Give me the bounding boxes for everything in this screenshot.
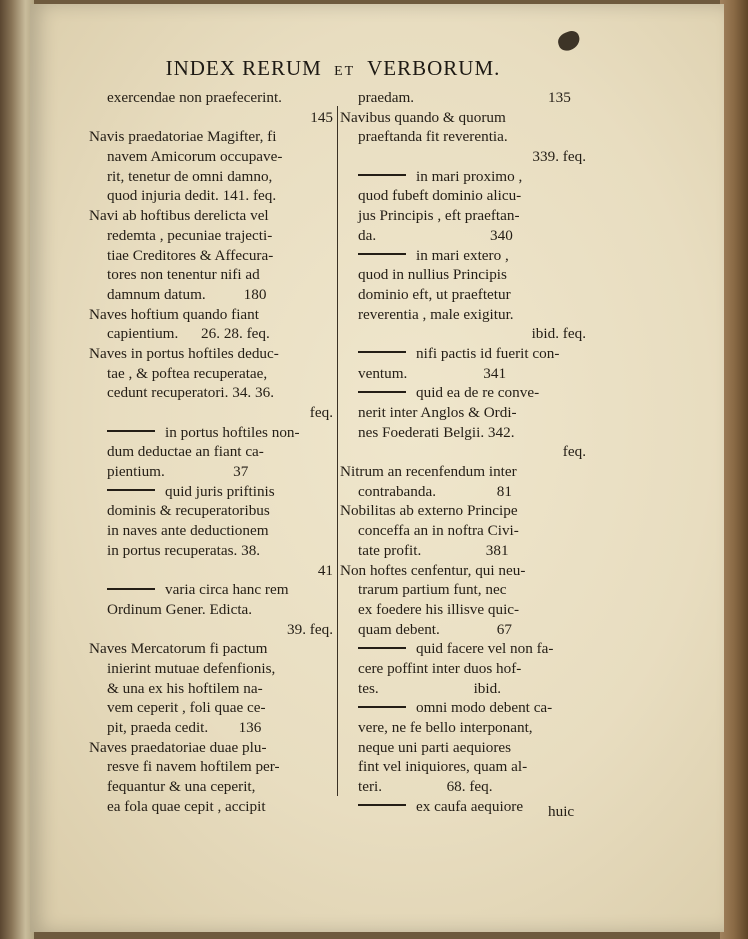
right-column-line — [340, 462, 588, 482]
left-column-line — [89, 462, 335, 482]
running-head-left: INDEX RERUM — [165, 56, 322, 80]
right-column-line-text: nifi pactis id fuerit con- — [416, 344, 560, 362]
right-column-line-text: tes. ibid. — [358, 679, 502, 697]
left-column-line-text: 145 — [310, 108, 333, 126]
right-column-line — [340, 324, 588, 344]
left-column-line-text: pit, praeda cedit. 136 — [107, 719, 262, 736]
right-column-line — [340, 580, 588, 600]
left-column-line-text: resve fi navem hoftilem per- — [107, 758, 280, 776]
left-column-line — [89, 757, 335, 777]
right-column-line — [340, 501, 588, 521]
right-column-line — [340, 698, 588, 718]
left-column-line-text: feq. — [309, 404, 333, 421]
right-column-line-text: nes Foederati Belgii. 342. — [358, 423, 515, 441]
left-column-line-text: damnum datum. 180 — [107, 285, 267, 303]
right-column-line-text: trarum partium funt, nec — [358, 581, 507, 599]
right-column-line-text: vere, ne fe bello interponant, — [358, 719, 533, 736]
left-column-line — [89, 246, 335, 266]
left-column-line-text: tiae Creditores & Affecura- — [107, 246, 274, 264]
left-column-line — [89, 501, 335, 521]
right-column-line — [340, 167, 588, 187]
left-column-line-text: quod injuria dedit. 141. feq. — [107, 187, 277, 205]
right-column-line-text: jus Principis , eft praeftan- — [358, 207, 520, 225]
right-column-line-text: da. 340 — [358, 226, 513, 244]
left-column-line — [89, 718, 335, 738]
left-column-line-text: vem ceperit , foli quae ce- — [107, 699, 266, 717]
right-column-line-text: quod in nullius Principis — [358, 266, 507, 284]
ditto-dash — [358, 351, 406, 353]
right-column-line — [340, 305, 588, 325]
right-column — [340, 88, 588, 816]
left-column-line-text: Naves in portus hoftiles deduc- — [89, 344, 279, 362]
right-column-line — [340, 777, 588, 797]
right-column-line-text: Non hoftes cenfentur, qui neu- — [340, 561, 526, 579]
ditto-dash — [358, 706, 406, 708]
left-column-line — [89, 186, 335, 206]
right-column-line — [340, 147, 588, 167]
left-column-line — [89, 738, 335, 758]
left-page-edge — [0, 0, 34, 939]
book-cover-edge — [720, 0, 748, 939]
left-column-line — [89, 423, 335, 443]
right-column-line-text: Nobilitas ab externo Principe — [340, 502, 518, 520]
ditto-dash — [107, 489, 155, 491]
left-column-line-text: ea fola quae cepit , accipit — [107, 797, 266, 815]
right-column-line-text: quid ea de re conve- — [416, 384, 540, 402]
left-column-line-text: in portus hoftiles non- — [165, 423, 300, 441]
right-column-line-text: dominio eft, ut praeftetur — [358, 285, 511, 303]
left-column-line-text: rit, tenetur de omni damno, — [107, 167, 273, 185]
right-column-line-text: ex caufa aequiore — [416, 797, 524, 815]
right-column-line-text: ibid. feq. — [531, 325, 586, 343]
right-column-line — [340, 383, 588, 403]
right-column-line-text: in mari proximo , — [416, 167, 523, 185]
right-column-line — [340, 679, 588, 699]
left-column-line — [89, 521, 335, 541]
page-number: 135 — [548, 89, 571, 106]
right-column-line-text: tate profit. 381 — [358, 541, 509, 559]
left-column-line — [89, 600, 335, 620]
left-column-line — [89, 285, 335, 305]
left-column-line-text: 41 — [317, 561, 333, 579]
left-column-line-text: tores non tenentur nifi ad — [107, 266, 260, 284]
right-column-line — [340, 108, 588, 128]
right-column-line-text: nerit inter Anglos & Ordi- — [358, 404, 517, 421]
left-column-line — [89, 206, 335, 226]
left-column-line — [89, 108, 335, 128]
right-column-line — [340, 127, 588, 147]
left-column-line — [89, 442, 335, 462]
left-column-line-text: in portus recuperatas. 38. — [107, 541, 261, 559]
right-column-line — [340, 442, 588, 462]
left-column-line-text: Ordinum Gener. Edicta. — [107, 600, 253, 618]
right-column-line — [340, 600, 588, 620]
right-column-line — [340, 285, 588, 305]
left-column-line-text: inierint mutuae defenfionis, — [107, 659, 276, 677]
right-column-line — [340, 344, 588, 364]
right-column-line-text: cere poffint inter duos hof- — [358, 659, 522, 677]
left-column-line — [89, 226, 335, 246]
right-column-line — [340, 757, 588, 777]
left-column-line-text: fequantur & una ceperit, — [107, 778, 256, 796]
right-column-line-text: Nitrum an recenfendum inter — [340, 463, 517, 481]
right-column-line-text: feq. — [562, 443, 586, 461]
left-column-line-text: Naves praedatoriae duae plu- — [89, 738, 267, 756]
left-column-line — [89, 659, 335, 679]
right-column-line — [340, 718, 588, 738]
left-column-line-text: dominis & recuperatoribus — [107, 502, 270, 520]
right-column-line — [340, 561, 588, 581]
right-column-line — [340, 364, 588, 384]
right-column-line-text: 339. feq. — [532, 148, 586, 166]
ditto-dash — [107, 430, 155, 432]
left-column-line — [89, 167, 335, 187]
running-head-right: VERBORUM. — [367, 56, 501, 80]
left-column-line-text: & una ex his hoftilem na- — [107, 679, 263, 697]
right-column-line-text: quam debent. 67 — [358, 620, 512, 638]
left-column-line — [89, 324, 335, 344]
right-column-line — [340, 423, 588, 443]
left-column-line-text: varia circa hanc rem — [165, 581, 289, 599]
left-column-line-text: capientium. 26. 28. feq. — [107, 325, 270, 343]
left-column-line-text: quid juris priftinis — [165, 482, 275, 500]
left-column-line — [89, 127, 335, 147]
ditto-dash — [107, 588, 155, 590]
right-column-line-text: ventum. 341 — [358, 364, 507, 382]
right-column-line-text: contrabanda. 81 — [358, 482, 512, 500]
right-column-line-text: reverentia , male exigitur. — [358, 305, 514, 323]
left-column-line-text: Naves Mercatorum fi pactum — [89, 640, 268, 658]
right-column-line-text: neque uni parti aequiores — [358, 738, 512, 756]
left-column — [89, 88, 335, 816]
left-column-line-text: Navis praedatoriae Magifter, fi — [89, 128, 277, 146]
ditto-dash — [358, 391, 406, 393]
left-column-line — [89, 561, 335, 581]
left-column-line — [89, 679, 335, 699]
right-column-line — [340, 521, 588, 541]
ditto-dash — [358, 174, 406, 176]
right-column-line-text: fint vel iniquiores, quam al- — [358, 758, 528, 776]
left-column-line — [89, 580, 335, 600]
right-column-line-text: praedam. — [358, 89, 415, 106]
right-column-line-text: omni modo debent ca- — [416, 699, 553, 717]
left-column-line-text: navem Amicorum occupave- — [107, 148, 283, 166]
right-column-line — [340, 403, 588, 423]
left-column-line-text: tae , & poftea recuperatae, — [107, 364, 268, 382]
ditto-dash — [358, 253, 406, 255]
left-column-line-text: 39. feq. — [287, 620, 333, 638]
right-column-line-text: conceffa an in noftra Civi- — [358, 522, 519, 540]
right-column-line — [340, 186, 588, 206]
right-column-line — [340, 482, 588, 502]
right-column-line — [340, 246, 588, 266]
left-column-line-text: dum deductae an fiant ca- — [107, 443, 264, 461]
right-column-line — [340, 620, 588, 640]
right-column-line — [340, 541, 588, 561]
right-column-line-text: quod fubeft dominio alicu- — [358, 187, 522, 205]
left-column-line-text: redemta , pecuniae trajecti- — [107, 226, 273, 244]
right-column-line — [340, 206, 588, 226]
left-column-line-text: pientium. 37 — [107, 463, 249, 481]
left-column-line — [89, 620, 335, 640]
running-head — [103, 56, 563, 86]
right-column-line-text: teri. 68. feq. — [358, 778, 493, 796]
left-column-line — [89, 383, 335, 403]
running-head-et: ET — [334, 64, 356, 79]
left-column-line — [89, 305, 335, 325]
left-column-line — [89, 403, 335, 423]
right-column-line-text: praeftanda fit reverentia. — [358, 128, 508, 146]
ink-stain — [556, 29, 583, 53]
right-column-line — [340, 659, 588, 679]
catchword: huic — [548, 803, 575, 820]
left-column-line — [89, 147, 335, 167]
left-column-line — [89, 88, 335, 108]
left-column-line-text: exercendae non praefecerint. — [107, 89, 282, 106]
left-column-line-text: Navi ab hoftibus derelicta vel — [89, 207, 269, 225]
left-column-line — [89, 364, 335, 384]
ditto-dash — [358, 647, 406, 649]
right-column-line — [340, 265, 588, 285]
left-column-line — [89, 344, 335, 364]
right-column-line — [340, 738, 588, 758]
column-rule — [337, 106, 338, 796]
right-column-line-text: in mari extero , — [416, 246, 509, 264]
left-column-line-text: Naves hoftium quando fiant — [89, 305, 259, 323]
left-column-line — [89, 777, 335, 797]
left-column-line — [89, 639, 335, 659]
left-column-line — [89, 265, 335, 285]
left-column-line — [89, 797, 335, 817]
left-column-line — [89, 541, 335, 561]
left-column-line-text: cedunt recuperatori. 34. 36. — [107, 384, 274, 402]
left-column-line-text: in naves ante deductionem — [107, 522, 269, 540]
right-column-line-text: ex foedere his illisve quic- — [358, 600, 520, 618]
ditto-dash — [358, 804, 406, 806]
right-column-line — [340, 226, 588, 246]
left-column-line — [89, 698, 335, 718]
right-column-line-text: Navibus quando & quorum — [340, 108, 506, 126]
right-column-line-text: quid facere vel non fa- — [416, 640, 554, 658]
right-column-line — [340, 639, 588, 659]
left-column-line — [89, 482, 335, 502]
